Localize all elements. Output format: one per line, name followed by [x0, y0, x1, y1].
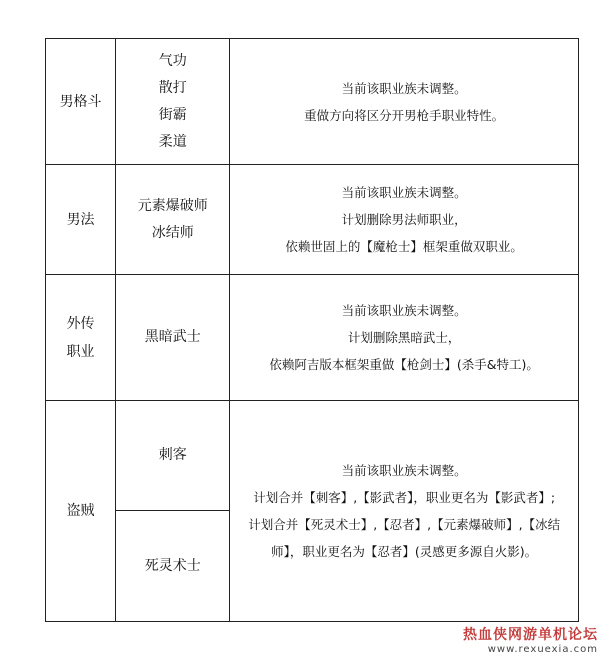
category-label: 盗贼	[66, 503, 95, 519]
class-name: 刺客	[158, 447, 187, 463]
description-line: 计划合并【刺客】,【影武者】，职业更名为【影武者】;	[253, 490, 556, 505]
description-line: 当前该职业族未调整。	[341, 80, 467, 96]
description-line: 依赖世固上的【魔枪士】框架重做双职业。	[285, 239, 523, 254]
category-label: 外传	[66, 315, 95, 332]
description-line: 计划合并【死灵术士】,【忍者】,【元素爆破师】,【冰结	[248, 517, 561, 532]
category-label: 职业	[66, 343, 95, 360]
description-line: 当前该职业族未调整。	[341, 185, 467, 200]
category-label: 男法	[66, 211, 95, 228]
category-cell	[46, 165, 116, 275]
class-name: 散打	[158, 79, 187, 96]
watermark-site-name: 热血侠网游单机论坛	[463, 627, 598, 643]
table-row	[46, 165, 579, 275]
table-row	[46, 39, 579, 165]
description-cell	[230, 275, 579, 401]
class-name: 元素爆破师	[137, 197, 208, 214]
description-line: 师】，职业更名为【忍者】(灵感更多源自火影)。	[271, 544, 538, 559]
description-line: 重做方向将区分开男枪手职业特性。	[304, 107, 505, 123]
class-cell	[116, 401, 230, 511]
class-cell	[116, 39, 230, 165]
table-row	[46, 401, 579, 511]
category-cell	[46, 401, 116, 622]
class-name: 死灵术士	[144, 557, 201, 574]
description-line: 计划删除黑暗武士，	[347, 330, 461, 345]
description-line: 计划删除男法师职业，	[341, 212, 467, 227]
category-label: 男格斗	[59, 93, 102, 110]
class-name: 柔道	[158, 133, 187, 150]
description-line: 当前该职业族未调整。	[341, 303, 467, 318]
watermark-url: www.rexuexia.com	[487, 644, 598, 655]
description-cell	[230, 165, 579, 275]
table-row	[46, 275, 579, 401]
class-name: 冰结师	[151, 224, 194, 241]
description-line: 当前该职业族未调整。	[341, 463, 467, 478]
class-cell	[116, 275, 230, 401]
category-cell	[46, 39, 116, 165]
class-adjustment-table	[45, 38, 579, 622]
description-cell	[230, 401, 579, 622]
class-name: 街霸	[158, 106, 187, 123]
class-name: 黑暗武士	[144, 329, 201, 345]
description-line: 依赖阿吉版本框架重做【枪剑士】(杀手&特工)。	[269, 357, 539, 372]
description-cell	[230, 39, 579, 165]
class-cell	[116, 511, 230, 622]
watermark	[463, 624, 598, 655]
class-name: 气功	[158, 52, 187, 69]
category-cell	[46, 275, 116, 401]
class-cell	[116, 165, 230, 275]
